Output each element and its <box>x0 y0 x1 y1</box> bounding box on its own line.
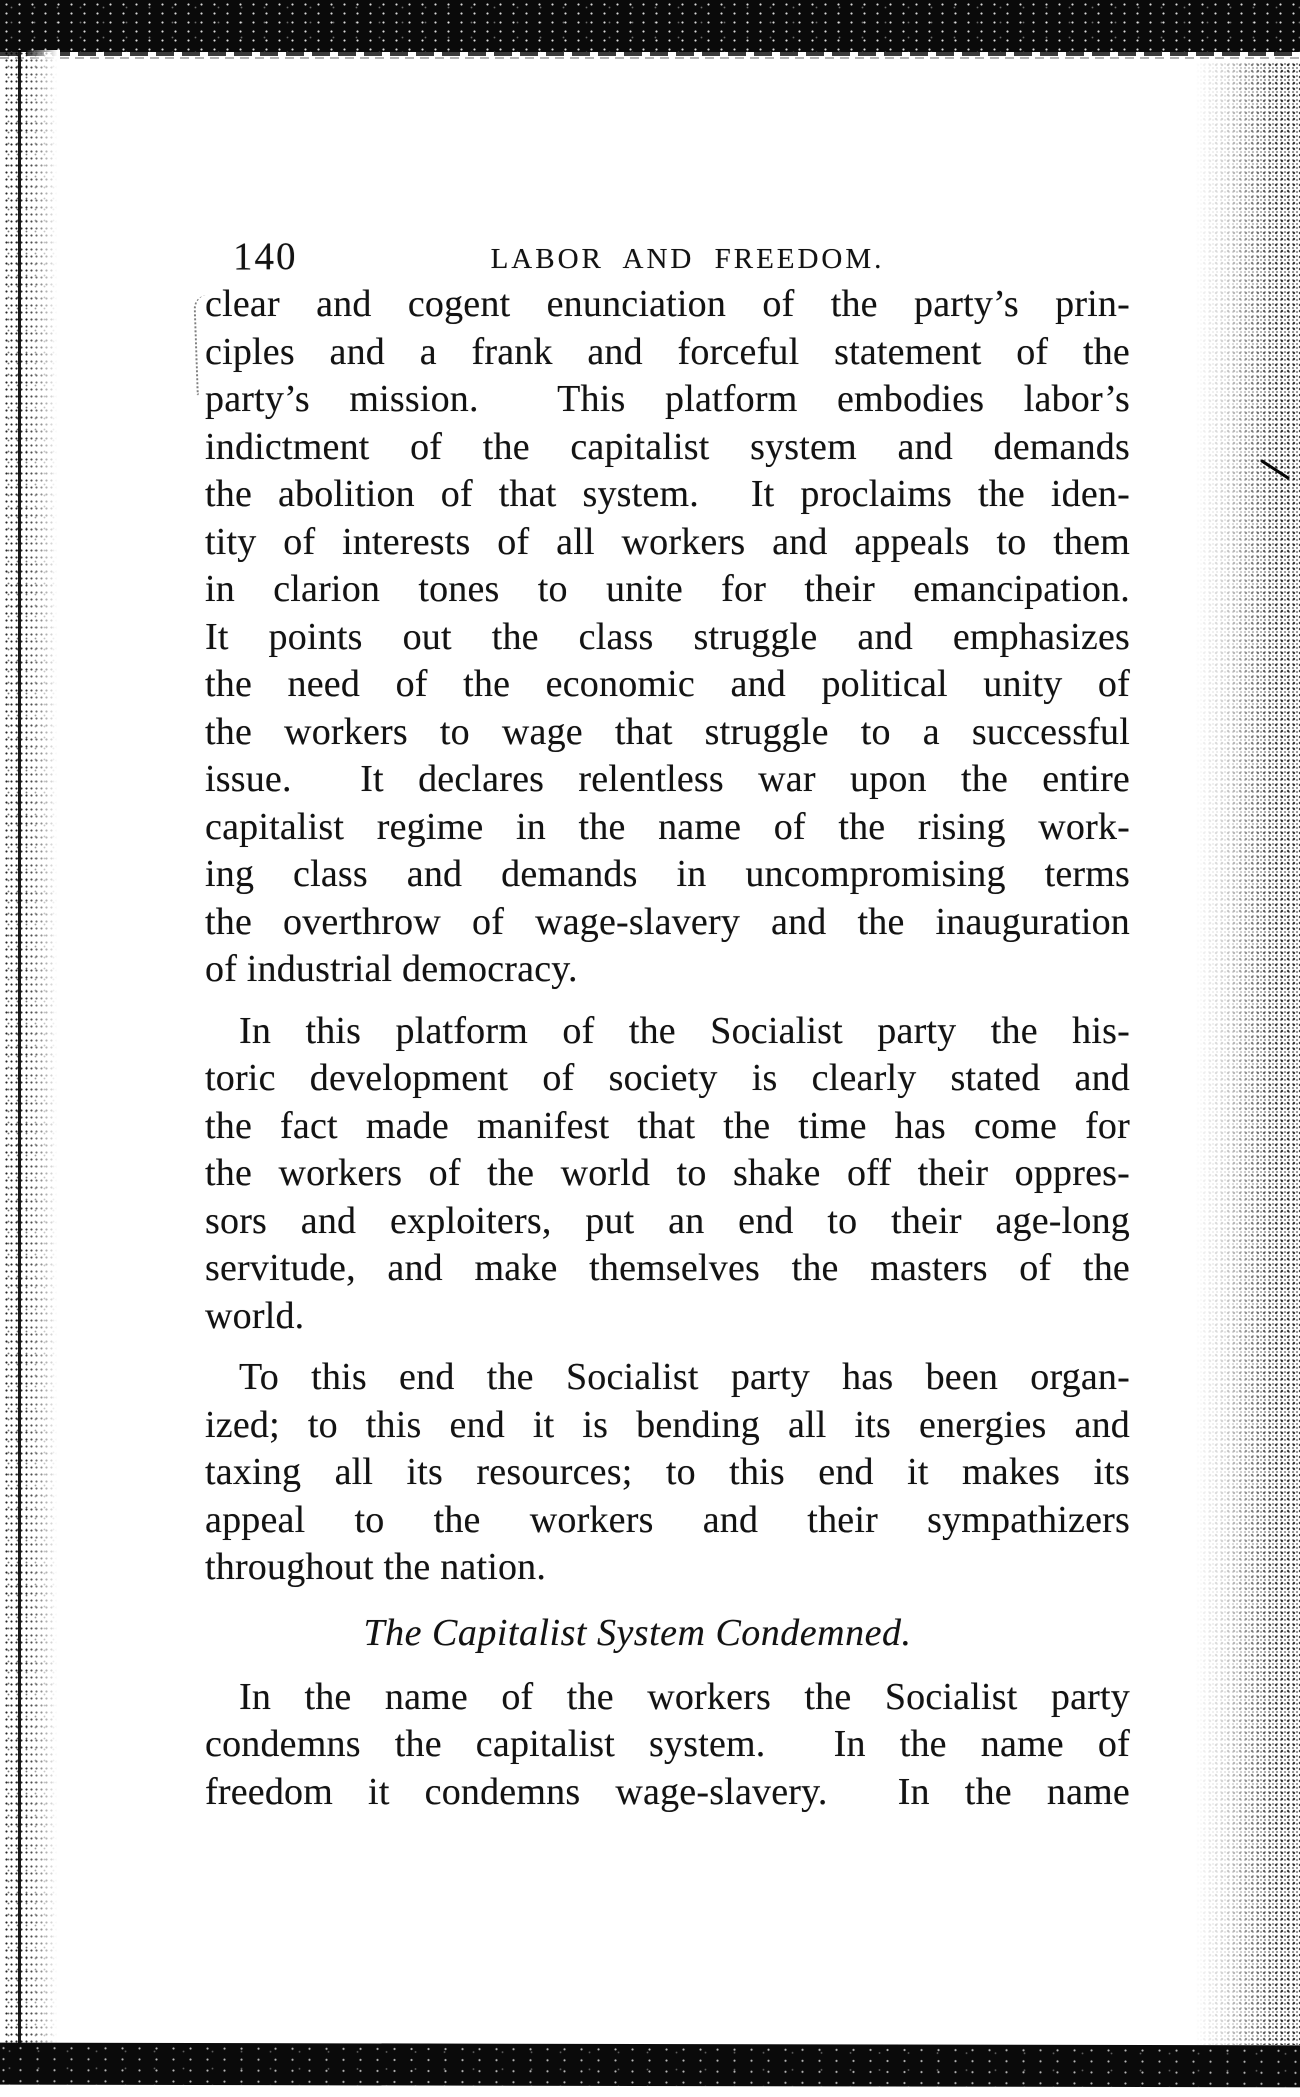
paragraph <box>205 281 1130 994</box>
text-line: toric development of society is clearly stated and <box>205 1057 1130 1099</box>
scan-top-edge <box>0 0 1300 52</box>
text-line: the overthrow of wage-slavery and the inauguration <box>205 900 1130 943</box>
paragraph <box>205 1008 1130 1341</box>
text-line: In this platform of the Socialist party the his- <box>239 1009 1130 1052</box>
running-header: LABOR AND FREEDOM. <box>490 243 885 275</box>
scan-left-edge <box>4 50 60 2048</box>
text-column <box>205 281 1130 1830</box>
page-header <box>205 234 1130 282</box>
text-line: capitalist regime in the name of the rising work- <box>205 805 1130 848</box>
text-line: sors and exploiters, put an end to their age-long <box>205 1199 1130 1242</box>
text-line: servitude, and make themselves the masters of the <box>205 1247 1130 1289</box>
page-number: 140 <box>233 235 298 278</box>
text-line: taxing all its resources; to this end it makes its <box>205 1451 1130 1493</box>
text-line: freedom it condemns wage-slavery. In the name <box>205 1770 1130 1813</box>
text-line: To this end the Socialist party has been organ- <box>239 1356 1130 1398</box>
paragraph <box>205 1674 1130 1817</box>
text-line: In the name of the workers the Socialist party <box>239 1675 1130 1718</box>
text-line: the need of the economic and political unity of <box>205 663 1130 705</box>
text-line: clear and cogent enunciation of the party’s prin- <box>205 283 1130 325</box>
text-line: the fact made manifest that the time has come for <box>205 1104 1130 1147</box>
text-line: indictment of the capitalist system and demands <box>205 425 1130 468</box>
text-line: condemns the capitalist system. In the name of <box>205 1723 1130 1765</box>
section-heading: The Capitalist System Condemned. <box>363 1611 912 1654</box>
scan-top-fray-light <box>0 57 1300 59</box>
scan-top-fray <box>0 52 1300 56</box>
text-line: ized; to this end it is bending all its energies and <box>205 1403 1130 1446</box>
text-line: the workers of the world to shake off their oppres- <box>205 1152 1130 1194</box>
scan-bottom-edge <box>0 2043 1300 2088</box>
text-line: tity of interests of all workers and appeals to them <box>205 520 1130 563</box>
text-line: party’s mission. This platform embodies labor’s <box>205 378 1130 420</box>
paragraph <box>205 1354 1130 1592</box>
text-line: of industrial democracy. <box>205 948 578 990</box>
text-line: issue. It declares relentless war upon the entire <box>205 758 1130 800</box>
text-line: in clarion tones to unite for their emancipation. <box>205 568 1130 610</box>
text-line: It points out the class struggle and emphasizes <box>205 615 1130 658</box>
text-line: ing class and demands in uncompromising terms <box>205 853 1130 895</box>
text-line: throughout the nation. <box>205 1546 547 1588</box>
text-line: appeal to the workers and their sympathizers <box>205 1498 1130 1541</box>
scan-right-edge <box>1195 62 1300 2045</box>
text-line: ciples and a frank and forceful statement of the <box>205 330 1130 373</box>
text-line: the workers to wage that struggle to a successful <box>205 710 1130 753</box>
text-line: the abolition of that system. It proclaims the iden- <box>205 473 1130 515</box>
text-line: world. <box>205 1294 305 1337</box>
